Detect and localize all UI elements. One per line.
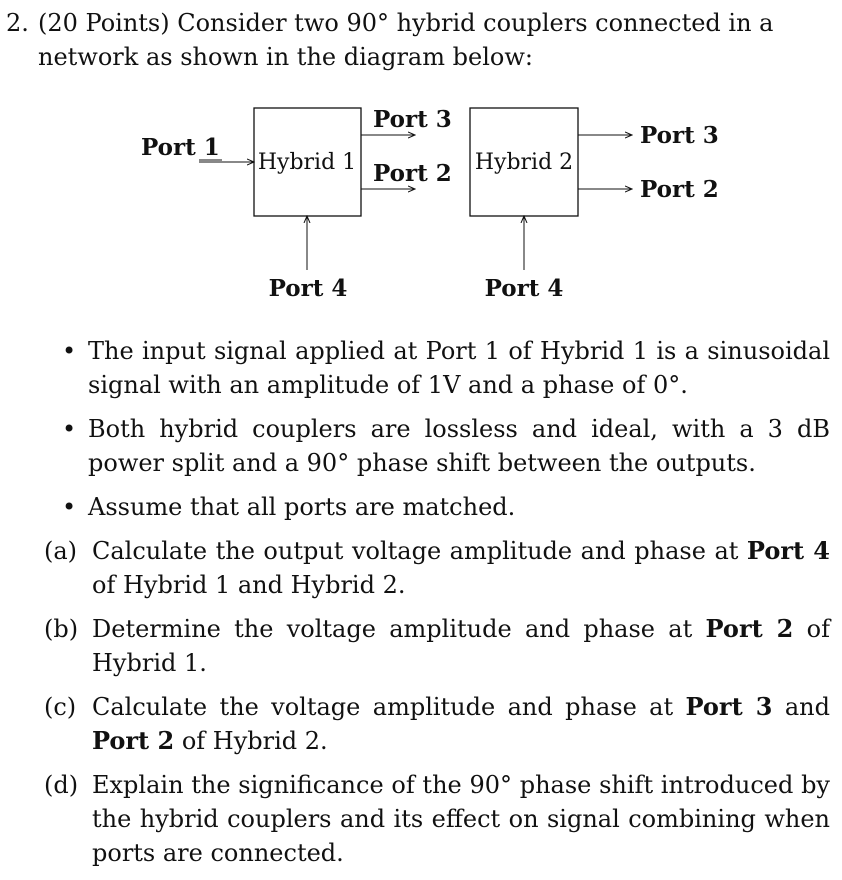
hybrid-2-label: Hybrid 2	[474, 150, 574, 175]
mid-port-3-label: Port 3	[373, 106, 452, 133]
part-label: (c)	[44, 693, 77, 721]
assumption-item: • Assume that all ports are matched.	[60, 490, 830, 524]
h2-port-4-label: Port 4	[484, 275, 564, 302]
question-number: 2.	[6, 9, 29, 37]
part-a: (a) Calculate the output voltage amplitude and phase at Port 4 of Hybrid 1 and Hybrid 2.	[44, 536, 831, 599]
part-label: (d)	[44, 771, 79, 799]
bullet-dot: •	[62, 337, 77, 365]
bullet-dot: •	[62, 493, 77, 521]
coupler-network-diagram	[0, 0, 842, 330]
question-parts	[44, 534, 830, 880]
question-intro: (20 Points) Consider two 90° hybrid couplers connected in a network as shown in the diagram below:	[38, 9, 774, 71]
part-label: (b)	[44, 615, 79, 643]
part-b: (b) Determine the voltage amplitude and phase at Port 2 of Hybrid 1.	[44, 614, 831, 677]
h1-port-4-label: Port 4	[268, 275, 348, 302]
assumption-list	[60, 334, 830, 534]
out-port-2-label: Port 2	[640, 176, 719, 203]
hybrid-1-label: Hybrid 1	[257, 150, 357, 175]
assumption-item: • Both hybrid couplers are lossless and ideal, with a 3 dB power split and a 90° phase shift between the outputs.	[60, 412, 830, 480]
part-label: (a)	[44, 537, 78, 565]
mid-port-2-label: Port 2	[373, 160, 452, 187]
part-d: (d) Explain the significance of the 90° phase shift introduced by the hybrid couplers and its effect on signal combining when ports are connected.	[44, 768, 830, 870]
part-c: (c) Calculate the voltage amplitude and phase at Port 3 and Port 2 of Hybrid 2.	[44, 692, 831, 755]
out-port-3-label: Port 3	[640, 122, 719, 149]
bullet-dot: •	[62, 415, 77, 443]
port-1-label: Port 1	[141, 134, 220, 161]
assumption-item: • The input signal applied at Port 1 of Hybrid 1 is a sinusoidal signal with an amplitude of 1V and a phase of 0°.	[60, 334, 830, 402]
